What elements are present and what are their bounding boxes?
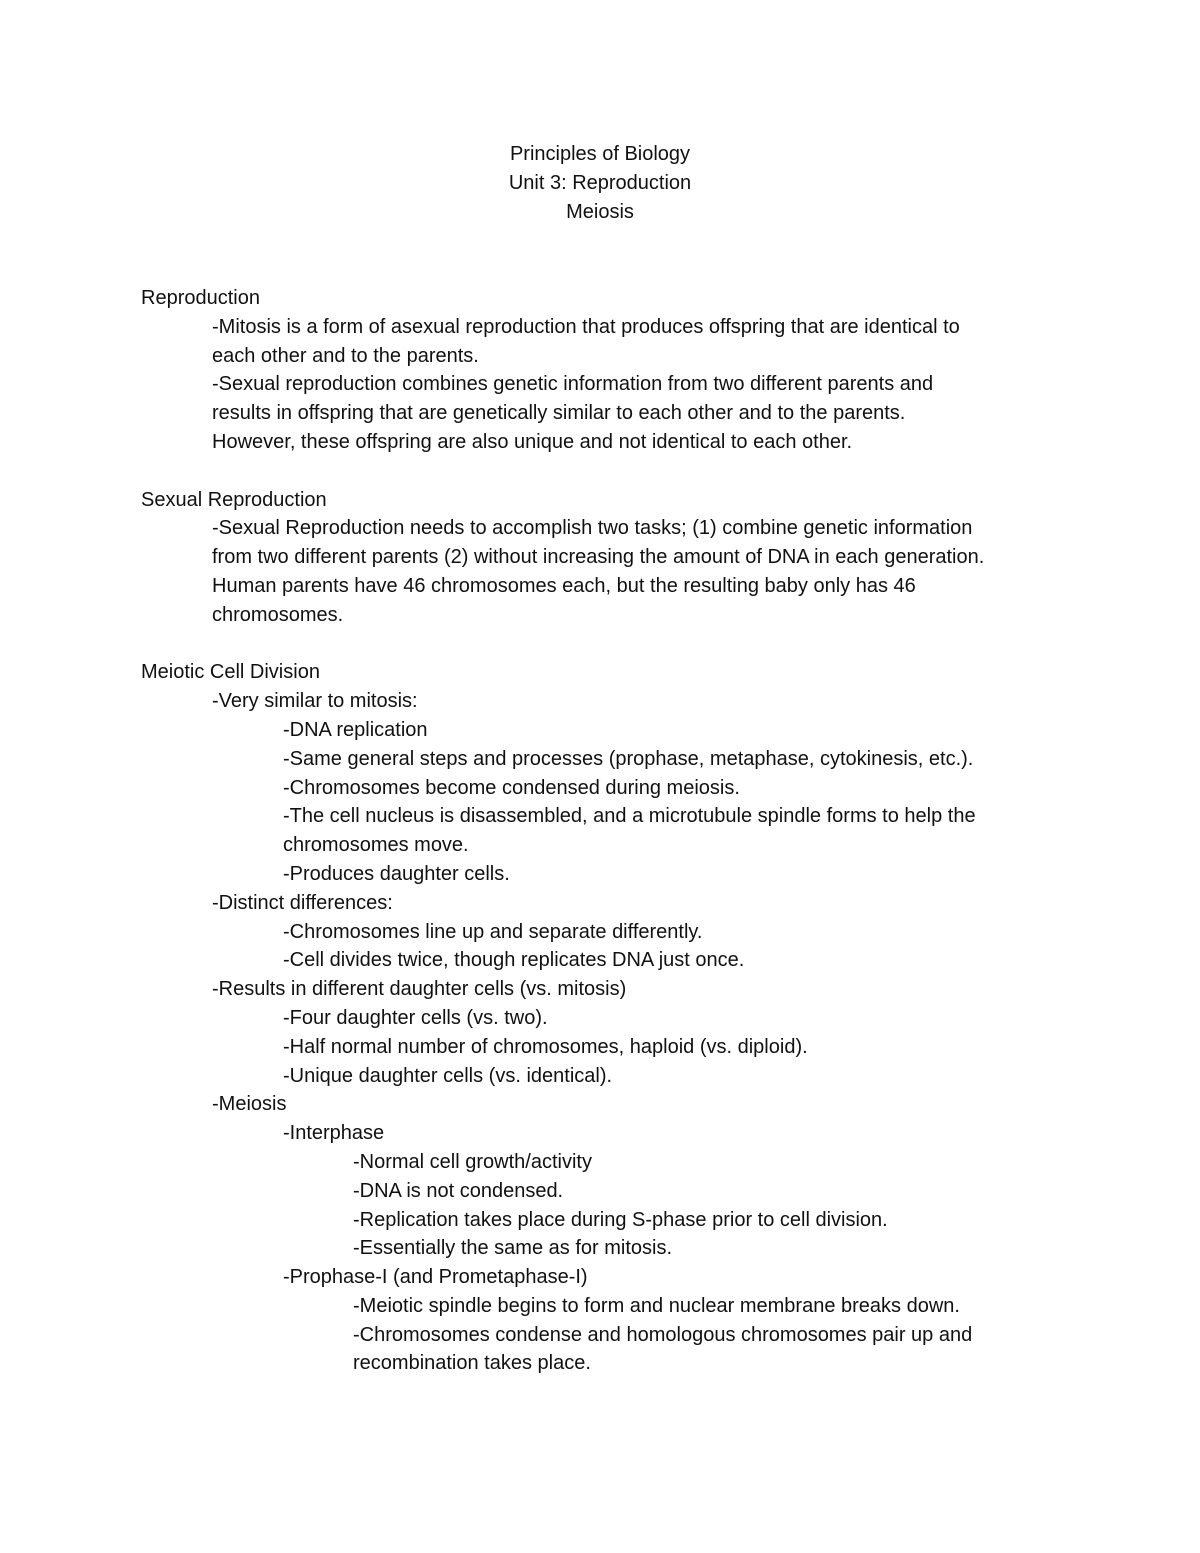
list-item: recombination takes place. [353, 1352, 591, 1375]
subheading-similar: -Very similar to mitosis: [212, 690, 418, 713]
phase-prophase-i: -Prophase-I (and Prometaphase-I) [283, 1266, 588, 1289]
list-item: -Four daughter cells (vs. two). [283, 1006, 548, 1029]
section-sexual-reproduction [141, 486, 1101, 630]
list-item: -DNA replication [283, 718, 428, 741]
section-heading: Sexual Reproduction [141, 488, 327, 511]
document-body [141, 284, 1101, 1407]
text-line: However, these offspring are also unique and not identical to each other. [212, 430, 853, 453]
text-line: Human parents have 46 chromosomes each, but the resulting baby only has 46 [212, 574, 916, 597]
text-line: -Mitosis is a form of asexual reproduction that produces offspring that are identical to [212, 315, 960, 338]
text-line: -Sexual Reproduction needs to accomplish two tasks; (1) combine genetic information [212, 517, 973, 540]
list-item: -Chromosomes become condensed during meiosis. [283, 776, 740, 799]
list-item: -Replication takes place during S-phase prior to cell division. [353, 1208, 888, 1231]
list-item: -Essentially the same as for mitosis. [353, 1237, 672, 1260]
unit-title: Unit 3: Reproduction [508, 172, 692, 194]
list-item: -Chromosomes line up and separate differently. [283, 920, 703, 943]
list-item: -Cell divides twice, though replicates DNA just once. [283, 949, 745, 972]
list-item: -Produces daughter cells. [283, 862, 510, 885]
list-item: -Normal cell growth/activity [353, 1150, 592, 1173]
section-heading: Meiotic Cell Division [141, 661, 320, 684]
list-item: -Same general steps and processes (prophase, metaphase, cytokinesis, etc.). [283, 747, 974, 770]
list-item: -Chromosomes condense and homologous chromosomes pair up and [353, 1323, 973, 1346]
text-line: each other and to the parents. [212, 344, 479, 367]
list-item: -Meiotic spindle begins to form and nuclear membrane breaks down. [353, 1294, 960, 1317]
phase-interphase: -Interphase [283, 1122, 385, 1145]
subheading-results: -Results in different daughter cells (vs. mitosis) [212, 978, 627, 1001]
list-item: -The cell nucleus is disassembled, and a microtubule spindle forms to help the [283, 805, 976, 828]
subheading-differences: -Distinct differences: [212, 891, 393, 914]
topic-title: Meiosis [566, 201, 634, 223]
section-reproduction [141, 284, 1101, 457]
list-item: -Unique daughter cells (vs. identical). [283, 1064, 613, 1087]
section-meiotic-cell-division [141, 658, 1101, 1378]
course-title: Principles of Biology [509, 143, 691, 165]
subheading-meiosis: -Meiosis [212, 1093, 287, 1116]
list-item: -Half normal number of chromosomes, haploid (vs. diploid). [283, 1035, 808, 1058]
section-heading: Reproduction [141, 287, 260, 309]
list-item: -DNA is not condensed. [353, 1179, 564, 1202]
text-line: from two different parents (2) without increasing the amount of DNA in each generation. [212, 546, 985, 569]
text-line: results in offspring that are genetically similar to each other and to the parents. [212, 402, 906, 425]
document-header [0, 140, 1200, 227]
list-item: chromosomes move. [283, 834, 469, 857]
text-line: -Sexual reproduction combines genetic information from two different parents and [212, 373, 934, 396]
text-line: chromosomes. [212, 603, 344, 626]
